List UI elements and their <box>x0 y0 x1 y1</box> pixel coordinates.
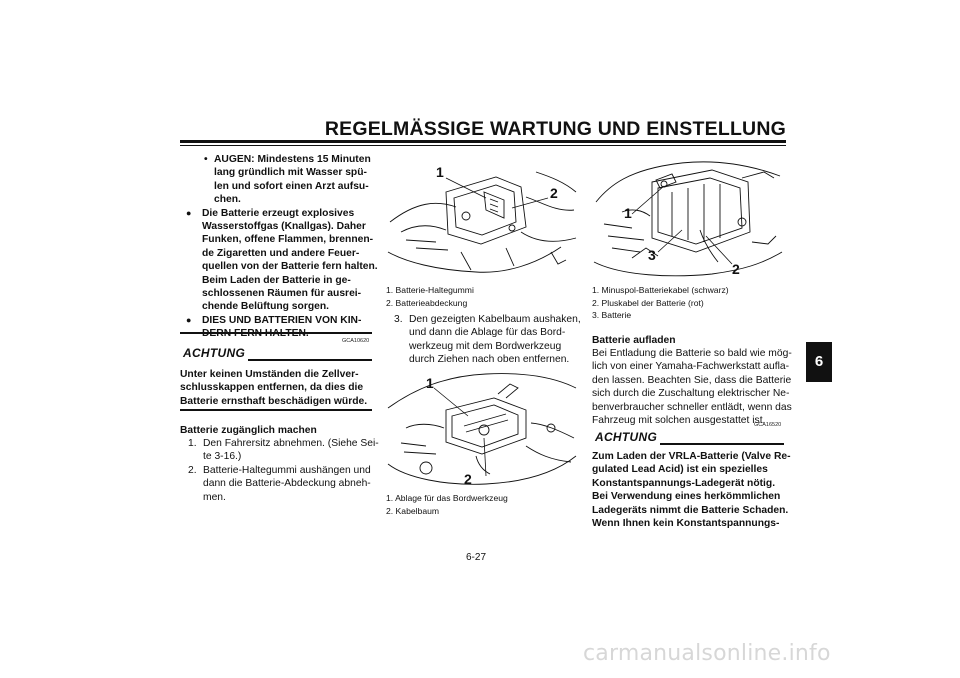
page-title: REGELMÄSSIGE WARTUNG UND EINSTELLUNG <box>324 118 786 140</box>
step-1 <box>180 437 380 464</box>
text-line: sich durch die Zuschaltung elektrischer Ne- <box>592 388 790 400</box>
illustration-lines <box>388 374 576 485</box>
text-line: Funken, offene Flammen, brennen- <box>202 234 374 246</box>
figure-tool-tray <box>386 368 578 488</box>
warning-bullet-children <box>186 314 376 341</box>
figure1-captions <box>386 284 474 309</box>
callout-1: 1 <box>624 205 632 221</box>
bullet-marker: ● <box>186 314 192 325</box>
text-line: Batterie ernsthaft beschädigen würde. <box>180 395 368 407</box>
header-rule <box>180 140 786 143</box>
illustration-lines <box>594 162 782 276</box>
text-line: Fahrzeug mit solchen ausgestattet ist. <box>592 415 766 427</box>
leader-line-1 <box>434 388 468 416</box>
text-line: Wasserstoffgas (Knallgas). Daher <box>202 221 366 233</box>
warning-bottom-rule <box>180 332 372 334</box>
text-line: de Zigaretten und andere Feuer- <box>202 247 360 259</box>
steps-list <box>180 437 380 504</box>
illustration-lines <box>388 172 576 272</box>
text-line: quellen von der Batterie fern halten. <box>202 261 378 273</box>
notice-header-left <box>180 345 372 363</box>
warning-bullet-eyes <box>186 153 376 207</box>
section-title-charging: Batterie aufladen <box>592 335 676 346</box>
notice-header-rule <box>248 359 372 361</box>
text-line: schlusskappen entfernen, da dies die <box>180 382 364 394</box>
charging-body <box>592 347 792 427</box>
step-number: 1. <box>188 438 197 449</box>
achtung-label: ACHTUNG <box>183 346 246 360</box>
step-3 <box>386 313 586 367</box>
text-line: gulated Lead Acid) ist ein spezielles <box>592 464 768 476</box>
text-line: schlossenen Räumen für ausrei- <box>202 288 362 300</box>
callout-2: 2 <box>464 471 472 487</box>
text-line: Den Fahrersitz abnehmen. (Siehe Sei- <box>203 438 379 449</box>
text-line: Konstantspannungs-Ladegerät nötig. <box>592 477 776 489</box>
chapter-tab[interactable]: 6 <box>806 342 832 382</box>
achtung-label: ACHTUNG <box>595 430 658 444</box>
text-line: chen. <box>214 194 241 206</box>
text-line: Ladegeräts nimmt die Batterie Schaden. <box>592 504 789 516</box>
bullet-marker: ● <box>186 207 192 218</box>
step-number: 2. <box>188 464 197 476</box>
text-line: men. <box>203 491 226 503</box>
callout-1: 1 <box>426 375 434 391</box>
text-line: chende Belüftung sorgen. <box>202 301 330 313</box>
callout-2: 2 <box>732 261 740 277</box>
text-line: und dann die Ablage für das Bord- <box>409 327 566 339</box>
warning-bullets <box>186 153 376 341</box>
caption-item: 2. Pluskabel der Batterie (rot) <box>592 297 704 308</box>
figure2-captions <box>386 492 508 517</box>
text-line: DIES UND BATTERIEN VON KIN- <box>202 314 362 326</box>
text-line: Zum Laden der VRLA-Batterie (Valve Re- <box>592 451 791 462</box>
section-title-access: Batterie zugänglich machen <box>180 425 317 436</box>
step-number: 3. <box>394 314 403 325</box>
text-line: len und sofort einen Arzt aufsu- <box>214 180 369 192</box>
page-number: 6-27 <box>466 552 487 563</box>
caption-item: 3. Batterie <box>592 310 632 321</box>
watermark-text: carmanualsonline.info <box>583 641 831 666</box>
text-line: benverbraucher schneller entlädt, wenn das <box>592 401 792 413</box>
text-line: lich von einer Yamaha-Fachwerkstatt aufla- <box>592 361 790 373</box>
notice-code: GCA10620 <box>342 338 370 344</box>
notice-header-right <box>592 429 784 447</box>
text-line: Beim Laden der Batterie in ge- <box>202 274 351 286</box>
text-line: werkzeug mit dem Bordwerkzeug <box>409 340 562 352</box>
leader-line-1 <box>446 178 486 198</box>
text-line: Unter keinen Umständen die Zellver- <box>180 369 359 380</box>
callout-2: 2 <box>550 185 558 201</box>
caption-item: 1. Batterie-Haltegummi <box>386 285 474 295</box>
caption-item: 2. Batterieabdeckung <box>386 297 468 308</box>
figure-battery-cables <box>592 152 784 280</box>
text-line: Wenn Ihnen kein Konstantspannungs- <box>592 518 780 530</box>
notice-text-right <box>592 450 790 530</box>
notice-text-left <box>180 368 375 408</box>
text-line: Den gezeigten Kabelbaum aushaken, <box>409 314 581 325</box>
caption-item: 1. Ablage für das Bordwerkzeug <box>386 493 508 503</box>
step-3-body <box>386 313 586 367</box>
header-rule-thin <box>180 145 786 146</box>
text-line: AUGEN: Mindestens 15 Minuten <box>214 154 371 165</box>
text-line: te 3-16.) <box>203 451 242 463</box>
step-2 <box>180 464 380 504</box>
callout-1: 1 <box>436 164 444 180</box>
text-line: durch Ziehen nach oben entfernen. <box>409 354 570 366</box>
text-line: lang gründlich mit Wasser spü- <box>214 167 367 179</box>
text-line: den lassen. Beachten Sie, dass die Batterie <box>592 374 792 386</box>
figure-battery-strap <box>386 152 578 280</box>
notice-header-rule <box>660 443 784 445</box>
leader-line-2 <box>512 198 548 208</box>
leader-line-1 <box>632 186 664 214</box>
text-line: Batterie-Haltegummi aushängen und <box>203 464 371 476</box>
bullet-marker: • <box>204 154 208 165</box>
text-line: Die Batterie erzeugt explosives <box>202 207 355 219</box>
notice-bottom-rule <box>180 409 372 411</box>
caption-item: 1. Minuspol-Batteriekabel (schwarz) <box>592 285 729 295</box>
caption-item: 2. Kabelbaum <box>386 505 440 516</box>
text-line: Bei Entladung die Batterie so bald wie mög- <box>592 348 792 359</box>
text-line: Bei Verwendung eines herkömmlichen <box>592 491 781 503</box>
text-line: dann die Batterie-Abdeckung abneh- <box>203 478 371 490</box>
warning-bullet-gas <box>186 207 376 314</box>
notice-code: GCA16520 <box>754 422 782 428</box>
figure3-captions <box>592 284 729 322</box>
callout-3: 3 <box>648 247 656 263</box>
